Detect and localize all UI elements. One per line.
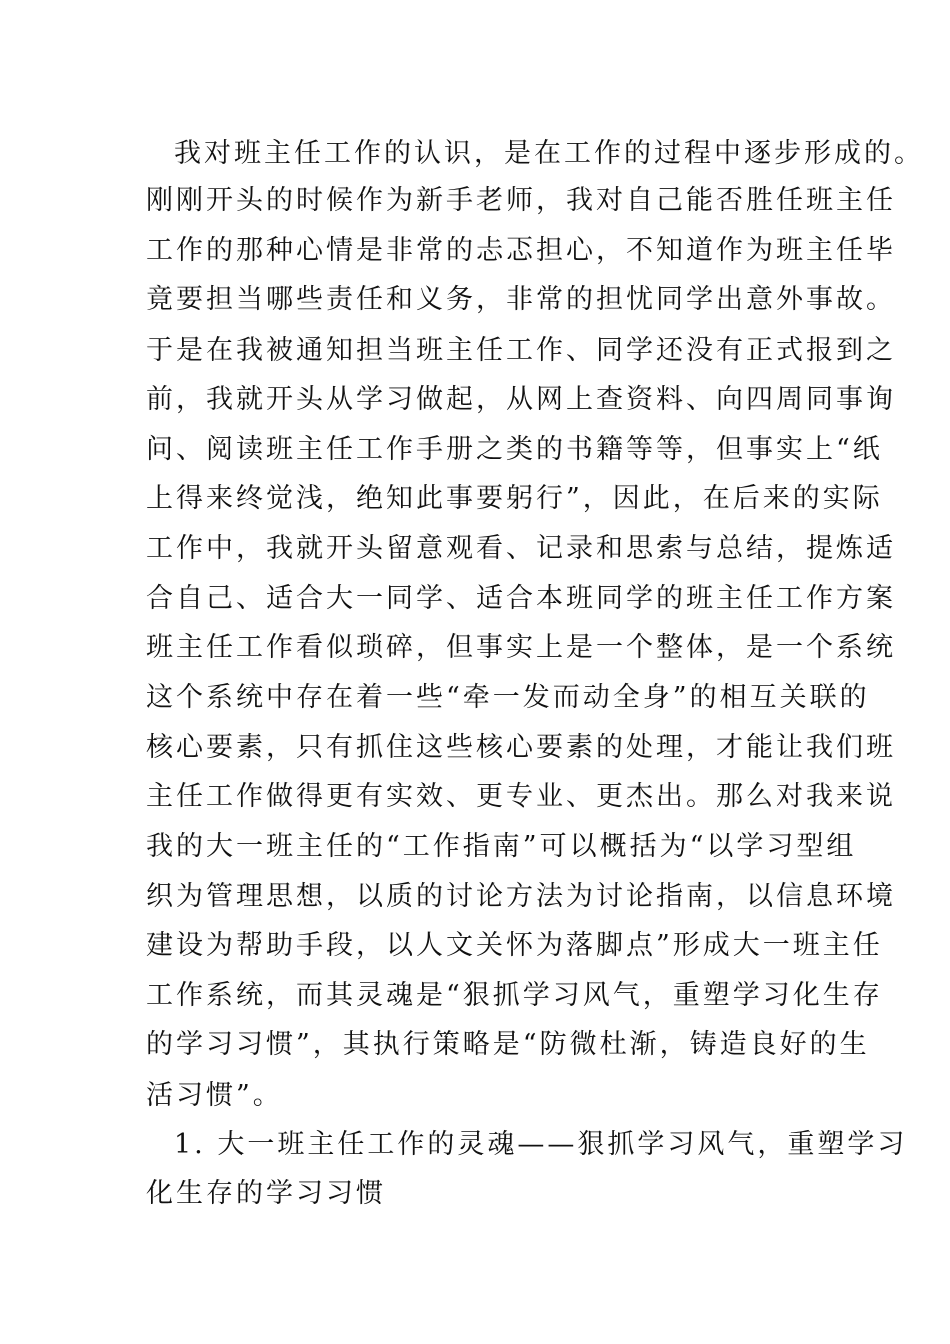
paragraph-line: 竟要担当哪些责任和义务，非常的担忧同学出意外事故。 [146, 284, 896, 315]
paragraph-line: 我对班主任工作的认识，是在工作的过程中逐步形成的。 [174, 138, 924, 169]
paragraph-line: 工作中，我就开头留意观看、记录和思索与总结，提炼适 [146, 533, 896, 564]
paragraph-line: 上得来终觉浅，绝知此事要躬行”，因此，在后来的实际 [146, 483, 883, 514]
paragraph-line: 刚刚开头的时候作为新手老师，我对自己能否胜任班主任 [146, 185, 896, 216]
paragraph-line: 这个系统中存在着一些“牵一发而动全身”的相互关联的 [146, 682, 870, 713]
paragraph-line: 班主任工作看似琐碎，但事实上是一个整体，是一个系统 [146, 632, 896, 663]
paragraph-line: 我的大一班主任的“工作指南”可以概括为“以学习型组 [146, 831, 857, 862]
paragraph-line: 工作系统，而其灵魂是“狠抓学习风气，重塑学习化生存 [146, 980, 883, 1011]
section-heading-line: 1. 大一班主任工作的灵魂——狠抓学习风气，重塑学习 [174, 1129, 908, 1160]
paragraph-line: 建设为帮助手段，以人文关怀为落脚点”形成大一班主任 [146, 930, 883, 961]
paragraph-line: 工作的那种心情是非常的忐忑担心，不知道作为班主任毕 [146, 235, 896, 266]
paragraph-line: 前，我就开头从学习做起，从网上查资料、向四周同事询 [146, 384, 896, 415]
paragraph-line: 合自己、适合大一同学、适合本班同学的班主任工作方案 [146, 583, 896, 614]
paragraph-line: 织为管理思想，以质的讨论方法为讨论指南，以信息环境 [146, 881, 896, 912]
paragraph-line: 的学习习惯”，其执行策略是“防微杜渐，铸造良好的生 [146, 1029, 870, 1060]
paragraph-line: 主任工作做得更有实效、更专业、更杰出。那么对我来说 [146, 781, 896, 812]
paragraph-line: 活习惯”。 [146, 1080, 283, 1111]
section-heading-line: 化生存的学习习惯 [146, 1178, 386, 1209]
paragraph-line: 问、阅读班主任工作手册之类的书籍等等，但事实上“纸 [146, 434, 883, 465]
paragraph-line: 于是在我被通知担当班主任工作、同学还没有正式报到之 [146, 335, 896, 366]
paragraph-line: 核心要素，只有抓住这些核心要素的处理，才能让我们班 [146, 732, 896, 763]
